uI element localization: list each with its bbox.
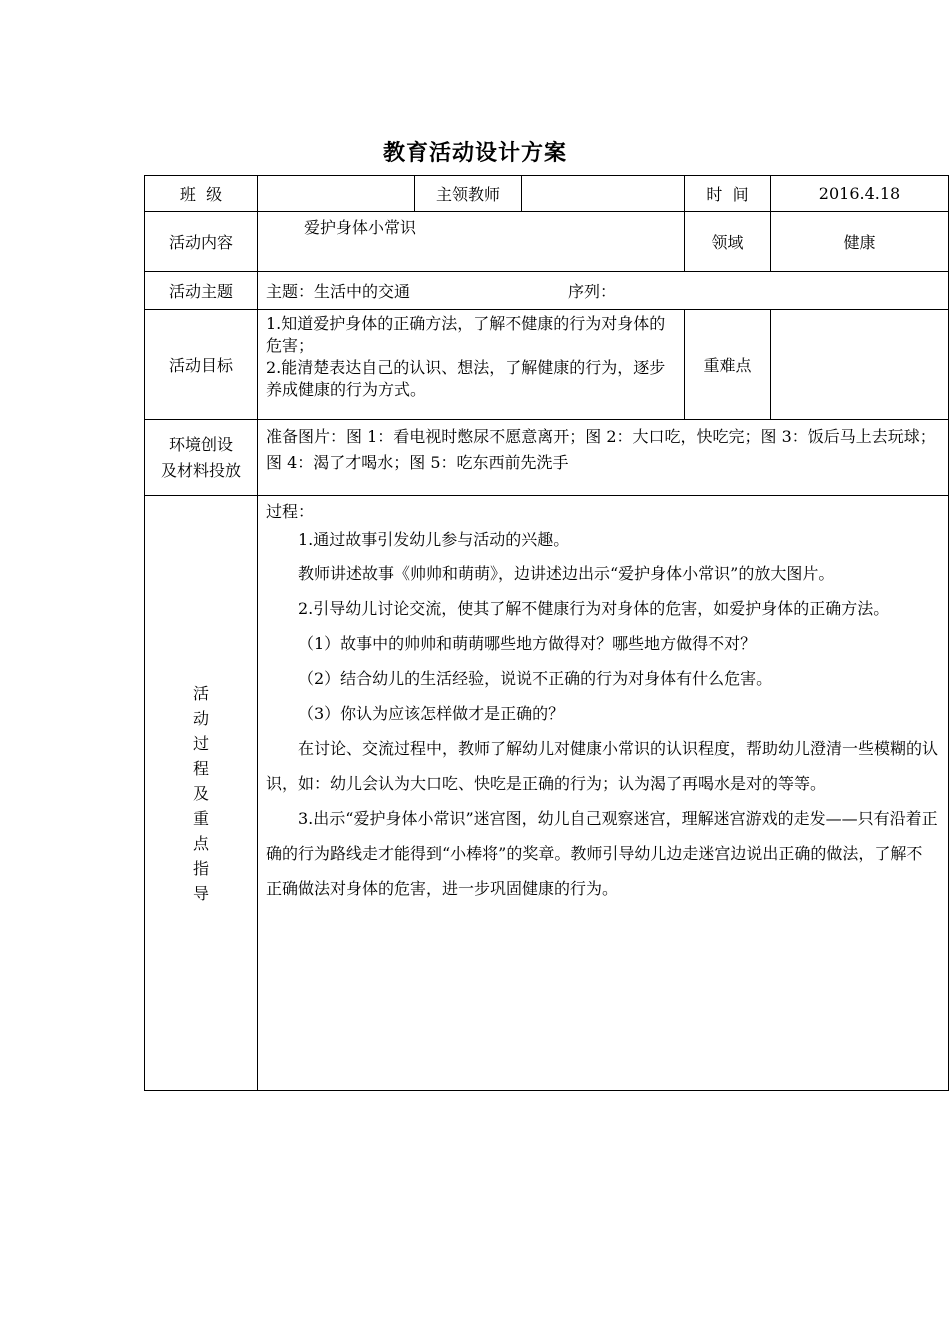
row-content xyxy=(145,212,949,272)
goal-label: 活动目标 xyxy=(145,310,258,420)
teacher-value xyxy=(522,176,685,212)
row-goals xyxy=(145,310,949,420)
env-value: 准备图片：图 1：看电视时憋尿不愿意离开；图 2：大口吃，快吃完；图 3：饭后马上去玩球；图 4：渴了才喝水；图 5：吃东西前先洗手 xyxy=(258,420,949,496)
process-step-1-detail: 教师讲述故事《帅帅和萌萌》，边讲述边出示“爱护身体小常识”的放大图片。 xyxy=(298,564,835,583)
process-label-char: 活 xyxy=(192,683,209,703)
content-label: 活动内容 xyxy=(145,212,258,272)
domain-label: 领域 xyxy=(685,212,771,272)
process-question-2: （2）结合幼儿的生活经验，说说不正确的行为对身体有什么危害。 xyxy=(298,669,773,688)
content-cell xyxy=(258,212,685,272)
process-question-3: （3）你认为应该怎样做才是正确的？ xyxy=(298,704,565,723)
difficulty-value xyxy=(771,310,949,420)
process-step-2: 2.引导幼儿讨论交流，使其了解不健康行为对身体的危害，如爱护身体的正确方法。 xyxy=(298,599,890,618)
difficulty-label: 重难点 xyxy=(685,310,771,420)
process-label-char: 及 xyxy=(192,783,209,803)
process-question-1: （1）故事中的帅帅和萌萌哪些地方做得对？哪些地方做得不对？ xyxy=(298,634,757,653)
process-discussion: 在讨论、交流过程中，教师了解幼儿对健康小常识的认识程度，帮助幼儿澄清一些模糊的认识，如：幼儿会认为大口吃、快吃是正确的行为；认为渴了再喝水是对的等等。 xyxy=(266,739,939,793)
theme-label: 活动主题 xyxy=(145,272,258,310)
teacher-label: 主领教师 xyxy=(415,176,522,212)
process-label-char: 过 xyxy=(192,733,209,753)
activity-plan-table xyxy=(144,175,949,1091)
time-value: 2016.4.18 xyxy=(771,176,949,212)
row-process xyxy=(145,496,949,1091)
row-class-info xyxy=(145,176,949,212)
goal-item-1: 1.知道爱护身体的正确方法，了解不健康的行为对身体的危害； xyxy=(266,314,666,355)
env-label-line-2: 及材料投放 xyxy=(160,460,241,480)
process-label-char: 程 xyxy=(192,758,209,778)
document-title: 教育活动设计方案 xyxy=(382,140,567,166)
time-label: 时 间 xyxy=(685,176,771,212)
process-label-char: 重 xyxy=(192,808,209,828)
process-label-char: 点 xyxy=(192,833,209,853)
domain-value: 健康 xyxy=(771,212,949,272)
sequence-label: 序列： xyxy=(568,282,617,301)
env-label-line-1: 环境创设 xyxy=(168,434,233,454)
process-label-char: 动 xyxy=(192,708,209,728)
process-label xyxy=(145,496,258,1091)
process-heading: 过程： xyxy=(266,502,315,521)
theme-cell xyxy=(258,272,949,310)
process-label-char: 导 xyxy=(192,883,209,903)
goal-cell xyxy=(258,310,685,420)
process-step-3: 3.出示“爱护身体小常识”迷宫图，幼儿自己观察迷宫，理解迷宫游戏的走发——只有沿着正确的行为路线走才能得到“小棒将”的奖章。教师引导幼儿边走迷宫边说出正确的做法，了解不正确做法对身体的危害，进一步巩固健康的行为。 xyxy=(266,809,938,898)
goal-item-2: 2.能清楚表达自己的认识、想法，了解健康的行为，逐步养成健康的行为方式。 xyxy=(266,358,666,399)
env-label xyxy=(145,420,258,496)
row-theme xyxy=(145,272,949,310)
class-value xyxy=(258,176,415,212)
process-label-char: 指 xyxy=(192,858,209,878)
process-content xyxy=(258,496,949,1091)
theme-value: 主题：生活中的交通 xyxy=(266,282,411,301)
content-value: 爱护身体小常识 xyxy=(304,218,417,237)
process-step-1: 1.通过故事引发幼儿参与活动的兴趣。 xyxy=(298,530,570,549)
class-label: 班 级 xyxy=(145,176,258,212)
row-environment xyxy=(145,420,949,496)
